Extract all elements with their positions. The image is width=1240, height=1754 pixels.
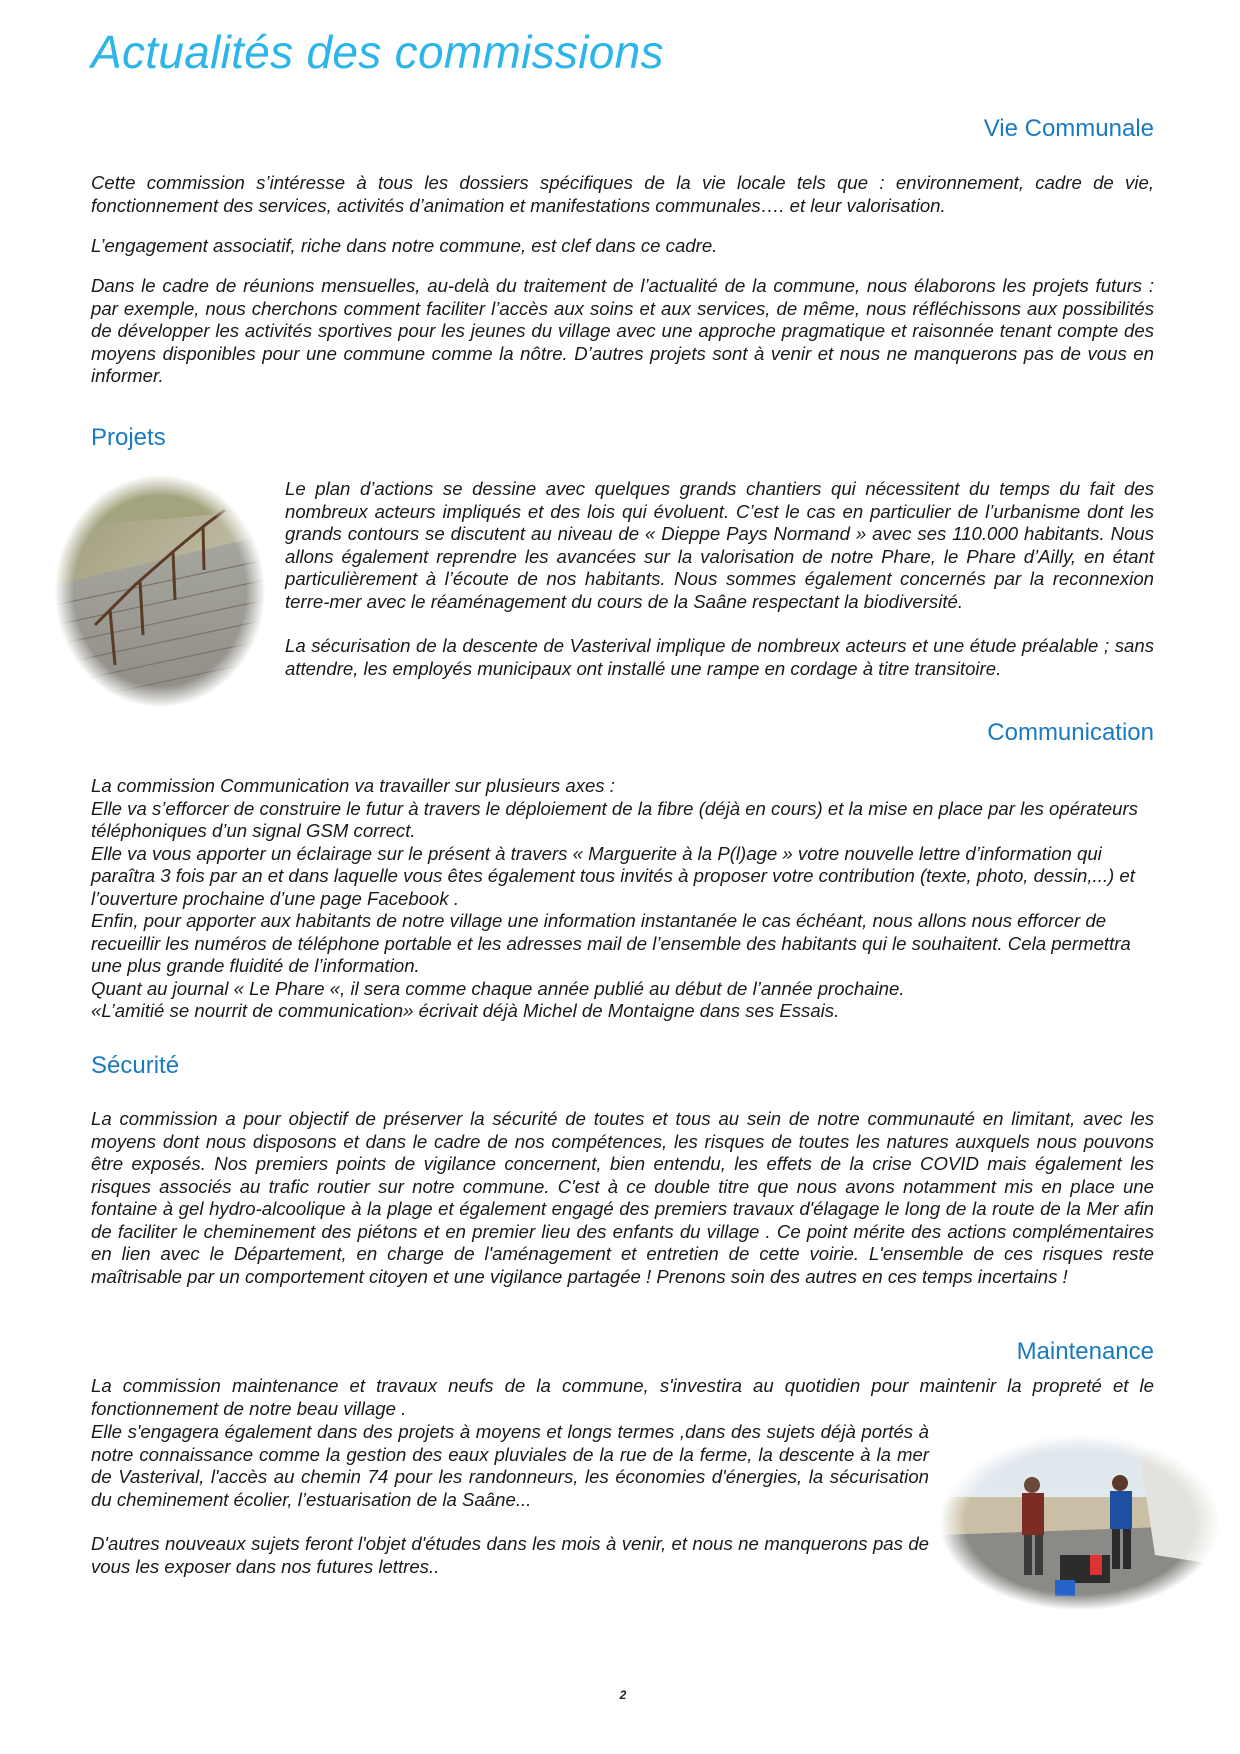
stairs-railing-illustration <box>55 475 265 707</box>
heading-maintenance: Maintenance <box>1016 1338 1154 1365</box>
projets-paragraph-1: Le plan d’actions se dessine avec quelques grands chantiers qui nécessitent du temps du fait des nombreux acteurs impliqués et des lois qui évoluent. C’est le cas en particulier de l’urbanisme dont les grands contours se discutent au niveau de « Dieppe Pays Normand » avec ses 110.000 habitants. Nous allons également reprendre les avancées sur la valorisation de notre Phare, le Phare d’Ailly, en étant particulièrement à l’écoute de nos habitants. Nous sommes également concernés par la reconnexion terre-mer avec le réaménagement du cours de la Saâne respectant la biodiversité. <box>285 478 1154 612</box>
page-number: 2 <box>619 1688 627 1702</box>
workers-illustration <box>940 1435 1220 1610</box>
stairs-railing-photo <box>55 475 265 707</box>
communication-line-4: Enfin, pour apporter aux habitants de notre village une information instantanée le cas échéant, nous allons nous efforcer de recueillir les numéros de téléphone portable et les adresses mail de l’ensemble des habitants qui le souhaitent. Cela permettra une plus grande fluidité de l’information. <box>91 910 1131 976</box>
heading-projets: Projets <box>91 424 166 451</box>
page-title: Actualités des commissions <box>91 26 664 78</box>
communication-text-block <box>91 775 1154 1023</box>
maintenance-paragraph-3: D'autres nouveaux sujets feront l'objet d'études dans les mois à venir, et nous ne manquerons pas de vous les exposer dans nos futures lettres.. <box>91 1533 929 1577</box>
heading-vie-communale: Vie Communale <box>983 115 1154 142</box>
maintenance-paragraph-2: Elle s'engagera également dans des projets à moyens et longs termes ,dans des sujets déjà portés à notre connaissance comme la gestion des eaux pluviales de la rue de la ferme, la descente à la mer de Vasterival, l'accès au chemin 74 pour les randonneurs, les économies d'énergies, la sécurisation du cheminement écolier, l’estuarisation de la Saâne... <box>91 1421 929 1510</box>
communication-line-2: Elle va s’efforcer de construire le futur à travers le déploiement de la fibre (déjà en cours) et la mise en place par les opérateurs téléphoniques d’un signal GSM correct. <box>91 797 1138 841</box>
communication-line-3: Elle va vous apporter un éclairage sur le présent à travers « Marguerite à la P(l)age » votre nouvelle lettre d’information qui paraîtra 3 fois par an et dans laquelle vous êtes également tous invités à proposer votre contribution (texte, photo, dessin,...) et l’ouverture prochaine d’une page Facebook . <box>91 842 1135 909</box>
heading-securite: Sécurité <box>91 1052 180 1079</box>
communication-line-5: Quant au journal « Le Phare «, il sera comme chaque année publié au début de l’année prochaine. <box>91 977 905 999</box>
vie-communale-paragraph-1: Cette commission s’intéresse à tous les dossiers spécifiques de la vie locale tels que : environnement, cadre de vie, fonctionnement des services, activités d’animation et manifestations communales…. et leur valorisation. <box>91 172 1154 216</box>
projets-paragraph-2: La sécurisation de la descente de Vasterival implique de nombreux acteurs et une étude préalable ; sans attendre, les employés municipaux ont installé une rampe en cordage à titre transitoire. <box>285 635 1154 679</box>
vie-communale-paragraph-3: Dans le cadre de réunions mensuelles, au-delà du traitement de l’actualité de la commune, nous élaborons les projets futurs : par exemple, nous cherchons comment faciliter l’accès aux soins et aux services, de même, nous réfléchissons aux possibilités de développer les activités sportives pour les jeunes du village avec une approche pragmatique et raisonnée tenant compte des moyens disponibles pour une commune comme la nôtre. D’autres projets sont à venir et nous ne manquerons pas de vous en informer. <box>91 275 1154 386</box>
workers-beach-photo <box>940 1435 1220 1610</box>
heading-communication: Communication <box>987 719 1154 746</box>
securite-paragraph: La commission a pour objectif de préserver la sécurité de toutes et tous au sein de notre communauté en limitant, avec les moyens dont nous disposons et dans le cadre de nos compétences, les risques de toutes les natures auxquels nous pouvons être exposés. Nos premiers points de vigilance concernent, bien entendu, les effets de la crise COVID mais également les risques associés au trafic routier sur notre commune. C'est à ce double titre que nous avons notamment mis en place une fontaine à gel hydro-alcoolique à la plage et également engagé des premiers travaux d'élagage le long de la route de la Mer afin de faciliter le cheminement des piétons et en premier lieu des enfants du village . Ce point mérite des actions complémentaires en lien avec le Département, en charge de l'aménagement et entretien de cette voirie. L'ensemble de ces risques reste maîtrisable par un comportement citoyen et une vigilance partagée ! Prenons soin des autres en ces temps incertains ! <box>91 1108 1154 1287</box>
communication-line-6: «L’amitié se nourrit de communication» écrivait déjà Michel de Montaigne dans ses Essais. <box>91 1000 840 1021</box>
communication-line-1: La commission Communication va travailler sur plusieurs axes : <box>91 775 615 796</box>
maintenance-paragraph-1: La commission maintenance et travaux neufs de la commune, s'investira au quotidien pour maintenir la propreté et le fonctionnement de notre beau village . <box>91 1375 1154 1419</box>
vie-communale-paragraph-2: L’engagement associatif, riche dans notre commune, est clef dans ce cadre. <box>91 235 718 256</box>
